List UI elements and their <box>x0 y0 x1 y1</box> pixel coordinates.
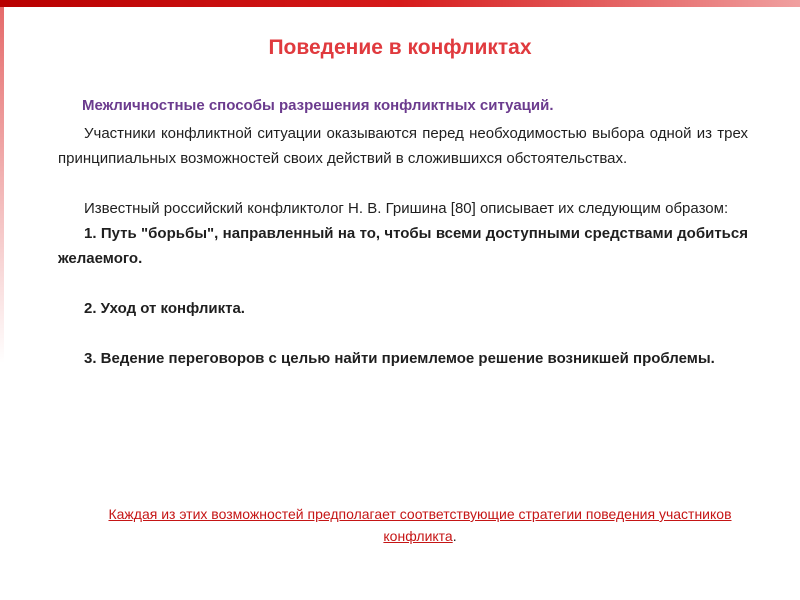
slide-body <box>58 121 748 371</box>
slide-subtitle: Межличностные способы разрешения конфликтных ситуаций. <box>82 97 554 114</box>
slide-title: Поведение в конфликтах <box>268 36 532 59</box>
footer-note <box>100 503 740 547</box>
footer-link[interactable]: Каждая из этих возможностей предполагает соответствующие стратегии поведения участников конфликта <box>108 506 732 544</box>
option-3 <box>58 346 748 371</box>
top-accent-bar <box>0 0 800 7</box>
option-2 <box>58 296 748 321</box>
option-3-text: 3. Ведение переговоров с целью найти приемлемое решение возникшей проблемы. <box>84 350 715 367</box>
footer-period: . <box>452 528 457 544</box>
option-1-text: 1. Путь "борьбы", направленный на то, чтобы всеми доступными средствами добиться желаемого. <box>58 225 748 267</box>
paragraph-source: Известный российский конфликтолог Н. В. Гришина [80] описывает их следующим образом: <box>84 200 729 217</box>
option-1 <box>58 221 748 271</box>
paragraph-intro: Участники конфликтной ситуации оказываются перед необходимостью выбора одной из трех принципиальных возможностей своих действий в сложившихся обстоятельствах. <box>58 125 748 167</box>
left-accent-rule <box>0 7 4 600</box>
option-2-text: 2. Уход от конфликта. <box>84 300 245 317</box>
